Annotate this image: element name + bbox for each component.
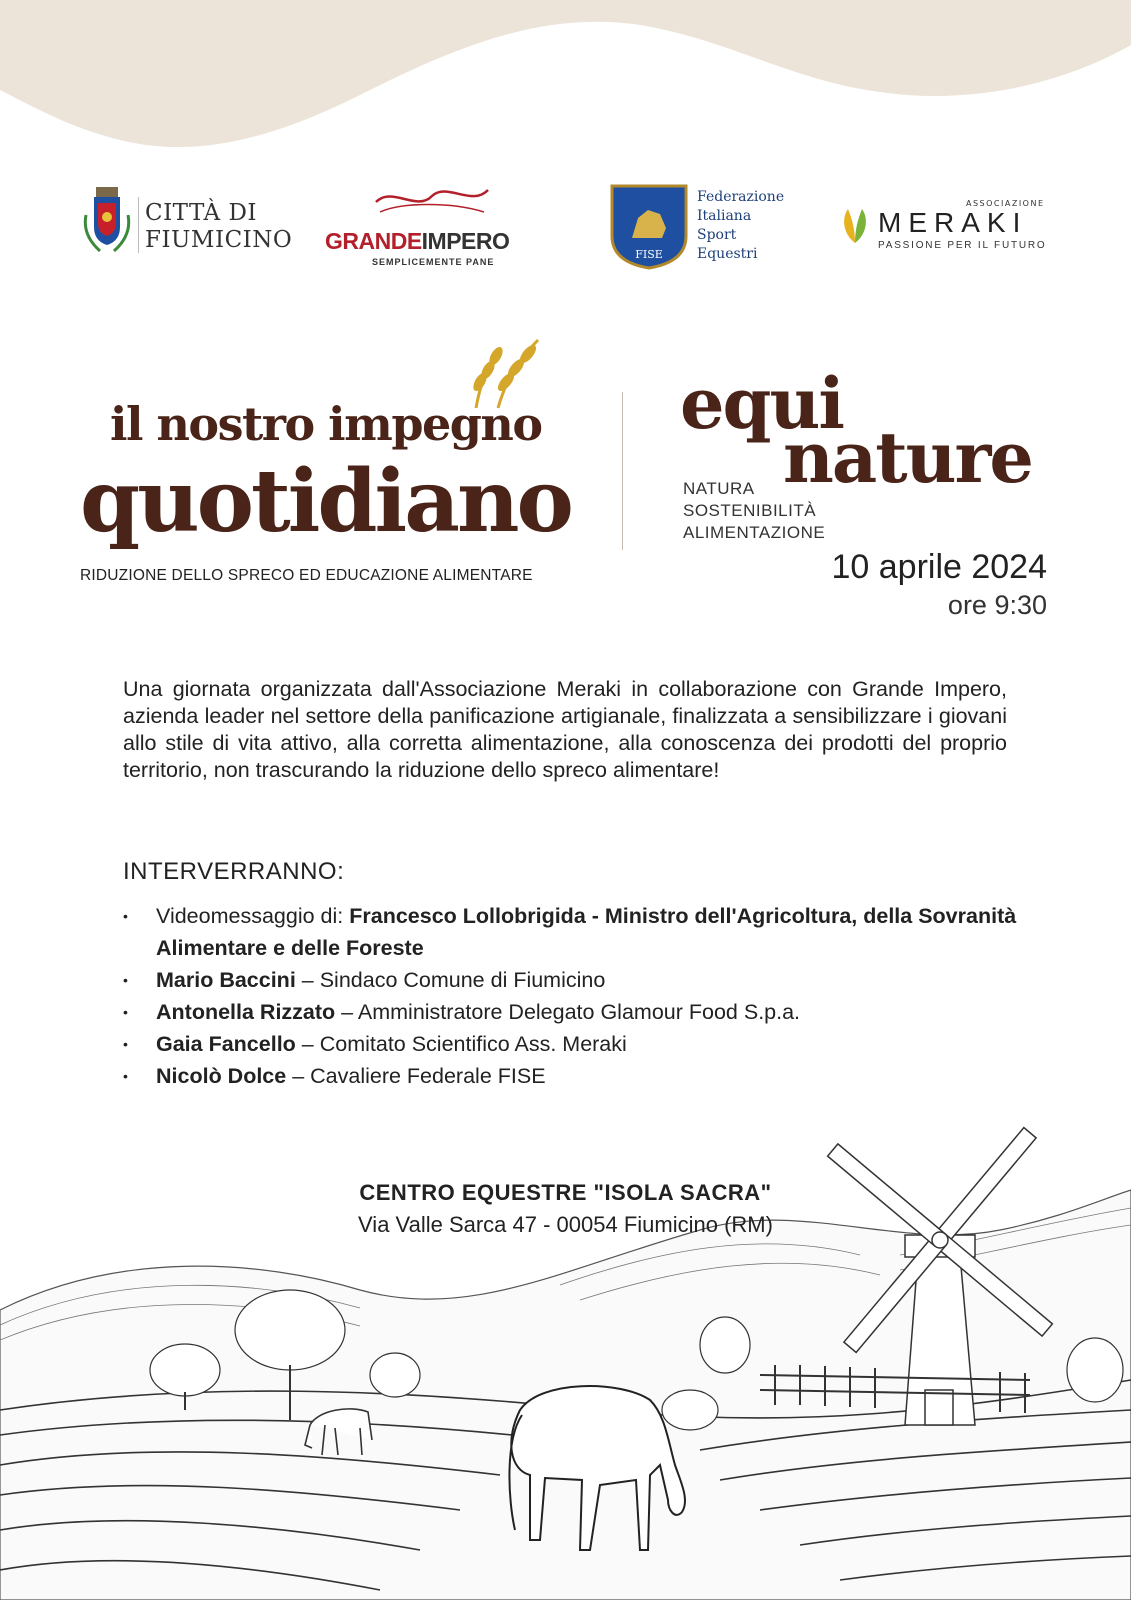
meraki-tagline: PASSIONE PER IL FUTURO [878, 240, 1047, 251]
equinature-word-2: nature [783, 416, 1032, 499]
countryside-illustration [0, 1080, 1131, 1600]
speaker-item: • Mario Baccini – Sindaco Comune di Fiumicino [123, 968, 606, 992]
title-subtitle: RIDUZIONE DELLO SPRECO ED EDUCAZIONE ALIMENTARE [80, 567, 533, 584]
speaker-item: • Nicolò Dolce – Cavaliere Federale FISE [123, 1064, 546, 1088]
equinature-word-1: equi [680, 362, 843, 445]
meraki-name: MERAKI [878, 207, 1028, 238]
event-date: 10 aprile 2024 [831, 548, 1047, 586]
meraki-leaf-icon [840, 205, 870, 245]
title-line-2: quotidiano [80, 451, 571, 552]
speakers-heading: INTERVERRANNO: [123, 858, 345, 885]
event-description: Una giornata organizzata dall'Associazione Meraki in collaborazione con Grande Impero, azienda leader nel settore della panificazione artigianale, finalizzata a sensibilizzare i giovani allo stile di vita attivo, alla corretta alimentazione, alla conoscenza dei prodotti del proprio territorio, non trascurando la riduzione dello spreco alimentare! [123, 677, 1007, 782]
title-divider [622, 392, 623, 550]
venue-name: CENTRO EQUESTRE "ISOLA SACRA" [359, 1180, 772, 1205]
speaker-item: • Antonella Rizzato – Amministratore Delegato Glamour Food S.p.a. [123, 1000, 801, 1024]
speakers-list [123, 900, 1023, 1092]
venue-address: Via Valle Sarca 47 - 00054 Fiumicino (RM) [358, 1212, 773, 1237]
fiumicino-crest-icon [80, 185, 136, 261]
speaker-item: • Gaia Fancello – Comitato Scientifico Ass. Meraki [123, 1032, 627, 1056]
fise-shield-label: FISE [635, 248, 663, 261]
event-time: ore 9:30 [947, 590, 1047, 620]
grande-impero-wordmark: GRANDEIMPERO [325, 228, 510, 254]
equinature-keywords: NATURA SOSTENIBILITÀ ALIMENTAZIONE [683, 479, 826, 542]
meraki-association-label: ASSOCIAZIONE [966, 199, 1045, 208]
fise-name: Federazione Italiana Sport Equestri [697, 189, 785, 262]
grande-impero-arc-icon [372, 182, 492, 224]
top-wave-decoration [0, 0, 1131, 160]
fise-shield-icon [608, 182, 690, 270]
grande-impero-tagline: SEMPLICEMENTE PANE [372, 257, 495, 267]
speaker-item: • Videomessaggio di: Francesco Lollobrigida - Ministro dell'Agricoltura, della Sovranità Alimentare e delle Foreste [123, 904, 1017, 960]
title-line-1: il nostro impegno [110, 397, 542, 451]
fiumicino-name: CITTÀ DI FIUMICINO [145, 200, 293, 253]
